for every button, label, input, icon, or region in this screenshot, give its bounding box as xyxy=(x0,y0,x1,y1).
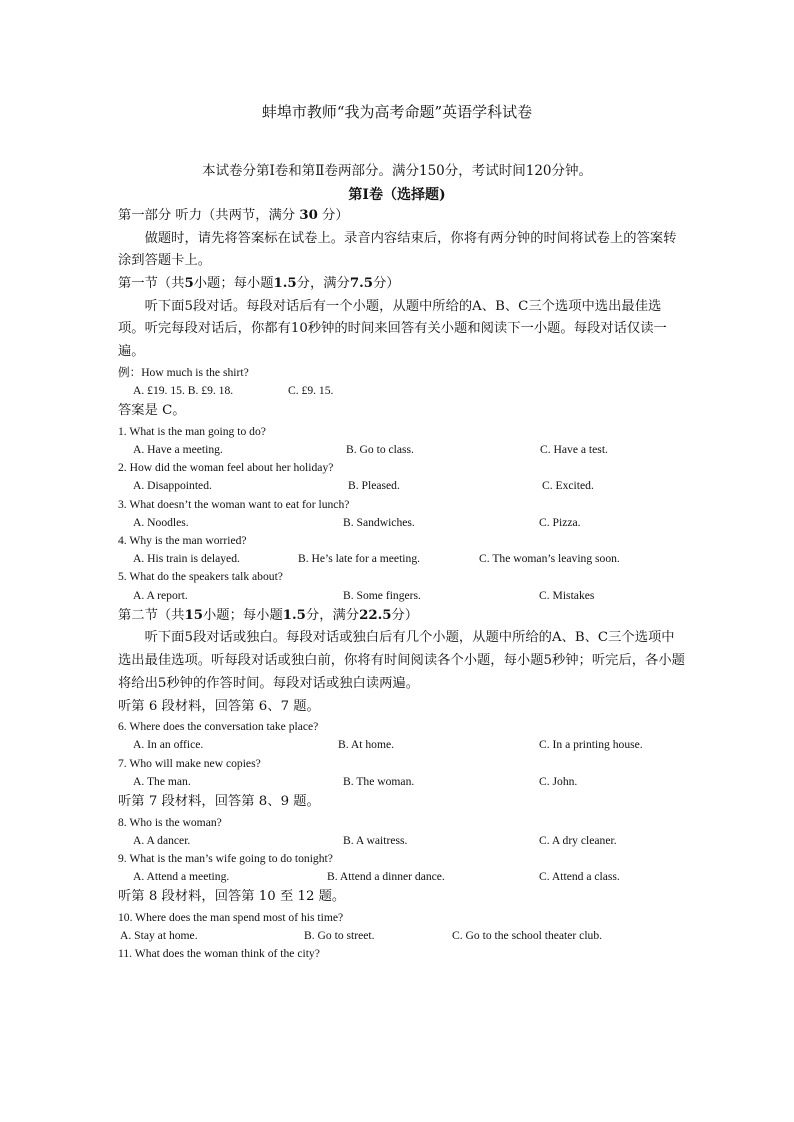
option-b: B. A waitress. xyxy=(343,833,408,847)
option-b: B. Sandwiches. xyxy=(343,515,415,529)
exam-content xyxy=(118,205,686,963)
option-a: A. Noodles. xyxy=(133,515,189,529)
example-option-ab: A. £19. 15. B. £9. 18. xyxy=(133,384,234,398)
option-c: C. Pizza. xyxy=(539,515,581,529)
exam-title: 蚌埠市教师“我为高考命题”英语学科试卷 xyxy=(261,103,533,121)
exam-intro: 本试卷分第Ⅰ卷和第Ⅱ卷两部分。满分150分，考试时间120分钟。 xyxy=(201,163,593,179)
example-options xyxy=(118,382,686,400)
material-6-heading: 听第 6 段材料，回答第 6、7 题。 xyxy=(118,698,320,714)
question-stem: 1. What is the man going to do? xyxy=(118,424,266,438)
question-options xyxy=(118,736,686,754)
section1-questions xyxy=(118,423,686,605)
option-a: A. A report. xyxy=(133,588,188,602)
option-c: C. Attend a class. xyxy=(539,870,620,884)
question-stem: 5. What do the speakers talk about? xyxy=(118,570,283,584)
option-c: C. Go to the school theater club. xyxy=(452,928,603,942)
question-options xyxy=(118,927,686,945)
question-options xyxy=(118,477,686,495)
question xyxy=(118,532,686,568)
option-a: A. Stay at home. xyxy=(120,928,198,942)
option-b: B. Go to street. xyxy=(304,928,375,942)
example-answer: 答案是 C。 xyxy=(118,403,186,419)
question-options xyxy=(118,514,686,532)
material-7-heading: 听第 7 段材料，回答第 8、9 题。 xyxy=(118,794,320,809)
option-a: A. The man. xyxy=(133,774,191,788)
section2-instruction: 听下面5段对话或独白。每段对话或独白后有几个小题，从题中所给的A、B、C三个选项中选出最佳选项。听每段对话或独白前，你将有时间阅读各个小题，每小题5秒钟；听完后，各小题将给出5秒钟的作答时间。每段对话或独白读两遍。 xyxy=(118,630,685,691)
question-stem: 7. Who will make new copies? xyxy=(118,756,261,770)
question-options xyxy=(118,832,686,850)
option-a: A. A dancer. xyxy=(133,833,191,847)
option-c: C. Have a test. xyxy=(540,443,608,457)
question-stem: 10. Where does the man spend most of his time? xyxy=(118,910,344,924)
question-options xyxy=(118,868,686,886)
option-b: B. Pleased. xyxy=(348,479,400,493)
section1-heading: 第一节（共5小题；每小题1.5分，满分7.5分） xyxy=(118,276,400,292)
question-options xyxy=(118,550,686,568)
question-stem: 11. What does the woman think of the city? xyxy=(118,947,320,961)
question xyxy=(118,945,686,963)
option-c: C. Mistakes xyxy=(539,588,595,602)
part1-instruction: 做题时，请先将答案标在试卷上。录音内容结束后，你将有两分钟的时间将试卷上的答案转涂到答题卡上。 xyxy=(118,230,677,269)
question xyxy=(118,423,686,459)
question xyxy=(118,459,686,495)
question-stem: 8. Who is the woman? xyxy=(118,815,222,829)
question-stem: 9. What is the man’s wife going to do tonight? xyxy=(118,851,333,865)
question-stem: 4. Why is the man worried? xyxy=(118,534,247,548)
option-a: A. Disappointed. xyxy=(133,479,212,493)
example-option-c: C. £9. 15. xyxy=(288,384,334,398)
volume-1-title: 第Ⅰ卷（选择题) xyxy=(348,187,446,203)
question-options xyxy=(118,773,686,791)
option-b: B. Some fingers. xyxy=(343,588,421,602)
option-a: A. Attend a meeting. xyxy=(133,870,230,884)
option-b: B. Go to class. xyxy=(346,443,414,457)
question xyxy=(118,814,686,850)
option-c: C. John. xyxy=(539,774,578,788)
question xyxy=(118,755,686,791)
material-8-heading: 听第 8 段材料，回答第 10 至 12 题。 xyxy=(118,889,346,905)
example-question: 例：How much is the shirt? xyxy=(118,365,249,379)
option-a: A. In an office. xyxy=(133,738,204,752)
question-stem: 3. What doesn’t the woman want to eat for lunch? xyxy=(118,497,350,511)
question xyxy=(118,909,686,945)
option-c: C. Excited. xyxy=(542,479,594,493)
question-stem: 2. How did the woman feel about her holiday? xyxy=(118,461,334,475)
question xyxy=(118,496,686,532)
question-options xyxy=(118,441,686,459)
question xyxy=(118,718,686,754)
part1-heading: 第一部分 听力（共两节，满分 30 分） xyxy=(118,208,349,223)
option-a: A. Have a meeting. xyxy=(133,443,223,457)
section1-instruction: 听下面5段对话。每段对话后有一个小题，从题中所给的A、B、C三个选项中选出最佳选项。听完每段对话后，你都有10秒钟的时间来回答有关小题和阅读下一小题。每段对话仅读一遍。 xyxy=(118,298,667,360)
option-b: B. At home. xyxy=(338,738,395,752)
question-stem: 6. Where does the conversation take place? xyxy=(118,720,319,734)
option-c: C. The woman’s leaving soon. xyxy=(479,552,620,566)
question xyxy=(118,850,686,886)
option-b: B. The woman. xyxy=(343,774,415,788)
option-c: C. A dry cleaner. xyxy=(539,833,617,847)
question-options xyxy=(118,587,686,605)
section2-heading: 第二节（共15小题；每小题1.5分，满分22.5分） xyxy=(118,607,419,623)
option-b: B. He’s late for a meeting. xyxy=(298,552,421,566)
question xyxy=(118,568,686,604)
option-a: A. His train is delayed. xyxy=(133,552,240,566)
option-c: C. In a printing house. xyxy=(539,738,643,752)
option-b: B. Attend a dinner dance. xyxy=(327,870,445,884)
